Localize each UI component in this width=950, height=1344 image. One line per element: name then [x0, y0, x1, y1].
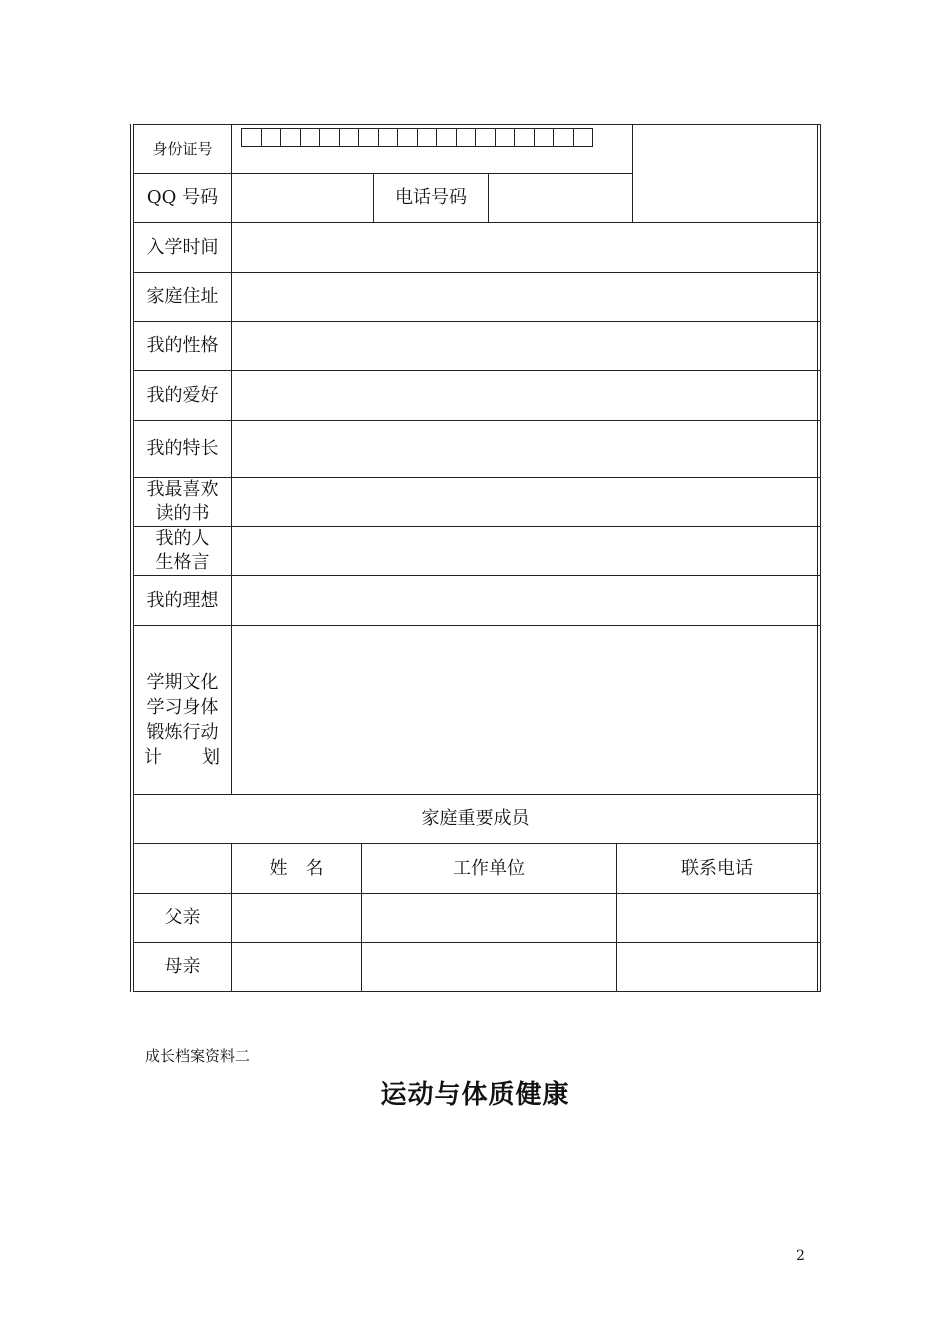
specialty-label: 我的特长 [146, 438, 219, 459]
favorite-book-label-line2: 读的书 [155, 503, 210, 524]
plan-label-line3: 锻炼行动 [146, 721, 219, 743]
family-header-work: 工作单位 [453, 857, 525, 879]
id-number-label: 身份证号 [152, 140, 213, 158]
favorite-book-label-line1: 我最喜欢 [146, 479, 219, 500]
id-digit-box[interactable] [319, 128, 340, 147]
father-work-input[interactable] [362, 894, 616, 942]
page-number: 2 [796, 1248, 805, 1264]
id-digit-box[interactable] [573, 128, 594, 147]
personality-label: 我的性格 [146, 335, 219, 356]
father-phone-input[interactable] [617, 894, 817, 942]
id-digit-box[interactable] [339, 128, 360, 147]
home-address-input[interactable] [232, 273, 817, 321]
id-digit-box[interactable] [241, 128, 262, 147]
favorite-book-input[interactable] [232, 478, 817, 526]
id-digit-box[interactable] [358, 128, 379, 147]
life-motto-input[interactable] [232, 527, 817, 575]
phone-input[interactable] [489, 174, 632, 222]
plan-label-line4 [144, 745, 220, 770]
photo-area [633, 125, 817, 222]
plan-label-line4-left: 计 [144, 746, 162, 768]
life-motto-label-line1: 我的人 [155, 528, 210, 549]
family-row-mother-label: 母亲 [164, 956, 201, 977]
enroll-time-label: 入学时间 [146, 236, 219, 258]
id-digit-box[interactable] [495, 128, 516, 147]
id-digit-box[interactable] [456, 128, 477, 147]
id-digit-box[interactable] [553, 128, 574, 147]
specialty-input[interactable] [232, 421, 817, 477]
plan-label-line1: 学期文化 [146, 671, 219, 693]
id-digit-box[interactable] [280, 128, 301, 147]
mother-phone-input[interactable] [617, 943, 817, 991]
ideal-input[interactable] [232, 576, 817, 625]
id-digit-box[interactable] [514, 128, 535, 147]
family-header-name: 姓 名 [269, 857, 324, 879]
semester-plan-input[interactable] [232, 626, 817, 794]
plan-label-line4-right: 划 [202, 746, 220, 768]
personality-input[interactable] [232, 322, 817, 370]
enroll-time-input[interactable] [232, 223, 817, 272]
home-address-label: 家庭住址 [146, 286, 219, 307]
father-name-input[interactable] [232, 894, 361, 942]
hobby-input[interactable] [232, 371, 817, 420]
life-motto-label-line2: 生格言 [155, 552, 210, 573]
id-digit-box[interactable] [534, 128, 555, 147]
id-digit-box[interactable] [261, 128, 282, 147]
family-header-phone: 联系电话 [681, 857, 753, 879]
qq-input[interactable] [232, 174, 373, 222]
id-digit-box[interactable] [436, 128, 457, 147]
plan-label-line2: 学习身体 [146, 696, 219, 718]
section-title: 运动与体质健康 [380, 1080, 570, 1110]
id-digit-box[interactable] [475, 128, 496, 147]
archive-caption: 成长档案资料二 [145, 1047, 251, 1065]
id-digit-box[interactable] [300, 128, 321, 147]
qq-label: QQ 号码 [146, 187, 219, 208]
hobby-label: 我的爱好 [146, 384, 219, 406]
family-row-father-label: 父亲 [164, 907, 201, 928]
id-digit-box[interactable] [397, 128, 418, 147]
ideal-label: 我的理想 [146, 589, 219, 611]
mother-work-input[interactable] [362, 943, 616, 991]
id-digit-box[interactable] [378, 128, 399, 147]
id-digit-box[interactable] [417, 128, 438, 147]
mother-name-input[interactable] [232, 943, 361, 991]
phone-label: 电话号码 [395, 187, 467, 208]
family-members-title: 家庭重要成员 [421, 808, 530, 829]
